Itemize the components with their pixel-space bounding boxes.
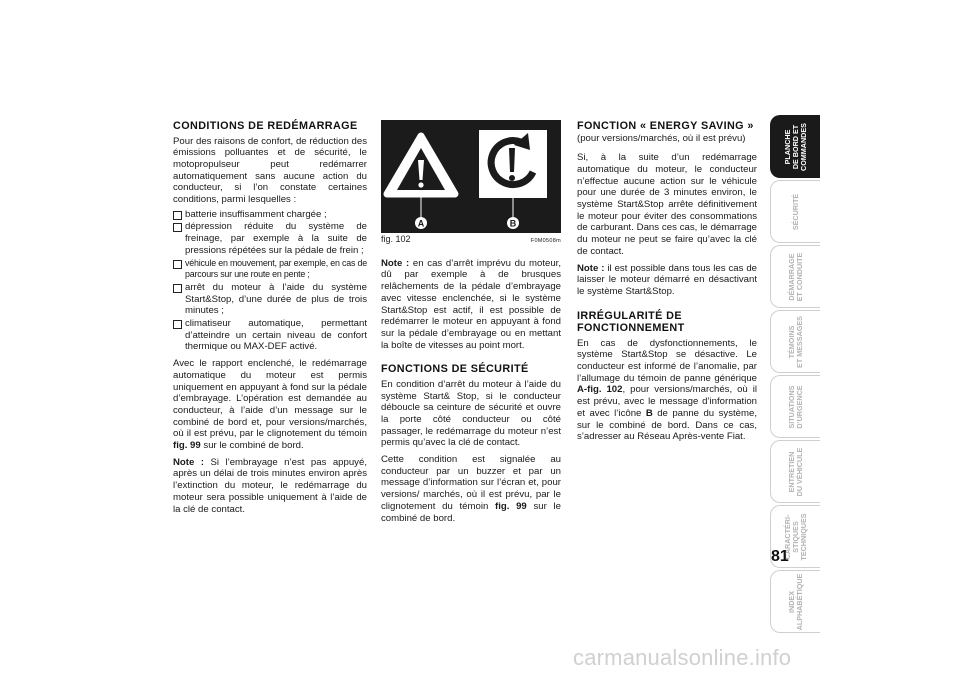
callout-b (507, 217, 519, 229)
tab-temoins[interactable] (770, 310, 820, 373)
note-text: en cas d’arrêt imprévu du moteur, dû par exemple à de brusques relâchements de la pédale d’embrayage avec vitesse enclenchée, si le système Start&Stop est actif, il est possible de redémarrer le moteur en appuyant à fond sur la pédale d’embrayage ou en mettant la boîte de vitesses au point mort. (381, 257, 561, 351)
paragraph-energy-saving: Si, à la suite d’un redémarrage automatique du moteur, le conducteur n’effectue aucune action sur le véhicule pour une durée de 3 minutes environ, le système Start&Stop arrête définitivement le moteur pour éviter des consommations de carburant. Dans ces cas, le démarrage du moteur ne peut se faire qu’avec la clé de contact. (577, 152, 757, 257)
tab-demarrage[interactable] (770, 245, 820, 308)
tab-index[interactable] (770, 570, 820, 633)
note-label: Note : (381, 257, 410, 269)
callout-label-a: A (417, 218, 425, 229)
figure-illustration (381, 120, 561, 233)
tab-entretien[interactable] (770, 440, 820, 503)
text-run: sur le combiné de bord. (200, 440, 304, 452)
figure-reference: fig. 99 (495, 500, 527, 512)
icon-reference: B (645, 407, 653, 419)
list-item: arrêt du moteur à l’aide du système Start&Stop, d’une durée de plus de trois minutes ; (173, 282, 367, 317)
figure-warning-icons (381, 120, 561, 233)
tab-label: INDEX ALPHABÉTIQUE (786, 573, 804, 630)
conditions-list (173, 209, 367, 353)
tab-label: SÉCURITÉ (790, 193, 800, 230)
figure-reference: A-fig. 102 (577, 384, 623, 396)
text-run: Cette condition est signalée au conducteur par un buzzer et par un message d’information sur l’écran et, pour versions/ marchés, où il est prévu, par le clignotement du témoin (381, 454, 561, 512)
start-stop-failure-icon (479, 130, 547, 198)
section-heading-malfunction: IRRÉGULARITÉ DE FONCTIONNEMENT (577, 309, 685, 335)
section-heading-safety: FONCTIONS DE SÉCURITÉ (381, 363, 529, 376)
list-item: dépression réduite du système de freinage, par exemple à la suite de pressions répétées sur la pédale de frein ; (173, 221, 367, 256)
figure-caption-row (381, 234, 561, 248)
text-run: Avec le rapport enclenché, le redémarrage automatique du moteur est permis uniquement en appuyant à fond sur la pédale d’embrayage. L’opération est demandée au conducteur, à l’aide d’un message sur le combiné de bord et, pour versions/marchés, où il est prévu, par le clignotement du témoin (173, 358, 367, 440)
column-restart-conditions (173, 120, 367, 515)
figure-code: F0M0508m (530, 238, 561, 244)
column-safety-functions (381, 120, 561, 524)
list-item: véhicule en mouvement, par exemple, en cas de parcours sur une route en pente ; (173, 258, 367, 281)
tab-label: TÉMOINS ET MESSAGES (786, 315, 804, 368)
section-subheading: (pour versions/marchés, où il est prévu) (577, 132, 746, 144)
paragraph-signal (381, 454, 561, 524)
figure-caption: fig. 102 (381, 234, 411, 244)
paragraph-gear-engaged (173, 358, 367, 452)
note-text: Si l’embrayage n’est pas appuyé, après un délai de trois minutes environ après l’extinction du moteur, le redémarrage du moteur sera possible uniquement à l’aide de la clé de contact. (173, 456, 367, 515)
note-paragraph (381, 258, 561, 352)
section-heading-energy-saving: FONCTION « ENERGY SAVING » (577, 120, 754, 132)
tab-label: SITUATIONS D’URGENCE (786, 384, 804, 429)
note-text: il est possible dans tous les cas de laisser le moteur démarré en désactivant le système Start&Stop. (577, 262, 757, 297)
note-label: Note : (173, 456, 204, 468)
text-run: En cas de dysfonctionnements, le système Start&Stop se désactive. Le conducteur est informé de l’anomalie, par l’allumage du témoin de panne générique (577, 337, 757, 384)
list-item: climatiseur automatique, permettant d’atteindre un certain niveau de confort thermique ou MAX-DEF activé. (173, 318, 367, 353)
paragraph-intro: Pour des raisons de confort, de réduction des émissions polluantes et de sécurité, le motopropulseur peut redémarrer automatiquement sans aucune action du conducteur, si l’on constate certaines conditions, parmi lesquelles : (173, 135, 367, 206)
tab-planche-de-bord[interactable] (770, 115, 820, 178)
page-number: 81 (771, 548, 789, 565)
watermark: carmanualsonline.info (573, 645, 792, 670)
note-label: Note : (577, 262, 605, 274)
note-paragraph (173, 457, 367, 516)
callout-a (415, 217, 427, 229)
text-run: sur le combiné de bord. (381, 500, 561, 524)
tab-label: DÉMARRAGE ET CONDUITE (786, 252, 804, 301)
note-paragraph (577, 263, 757, 298)
text-run: de panne du système, sur le combiné de bord. Dans ce cas, s’adresser au Réseau Après-vente Fiat. (577, 407, 757, 443)
figure-reference: fig. 99 (173, 440, 201, 452)
tab-securite[interactable] (770, 180, 820, 243)
column-energy-saving (577, 120, 757, 443)
tab-situations-urgence[interactable] (770, 375, 820, 438)
text-run: , pour versions/marchés, où il est prévu, avec le message d’information et avec l’icône (577, 384, 757, 419)
paragraph-malfunction (577, 338, 757, 443)
paragraph-safety: En condition d’arrêt du moteur à l’aide du système Start& Stop, si le conducteur déboucle sa ceinture de sécurité et ouvre la porte côté conducteur ou côté passager, le redémarrage du moteur n’est permis qu’avec la clé de contact. (381, 378, 561, 449)
section-heading-restart-conditions: CONDITIONS DE REDÉMARRAGE (173, 120, 358, 132)
tab-label: CARACTÉRI- STIQUES TECHNIQUES (782, 512, 808, 561)
tab-label: PLANCHE DE BORD ET COMMANDES (782, 122, 808, 171)
list-item: batterie insuffisamment chargée ; (173, 209, 367, 221)
tab-label: ENTRETIEN DU VÉHICULE (786, 447, 804, 496)
callout-label-b: B (509, 218, 517, 229)
